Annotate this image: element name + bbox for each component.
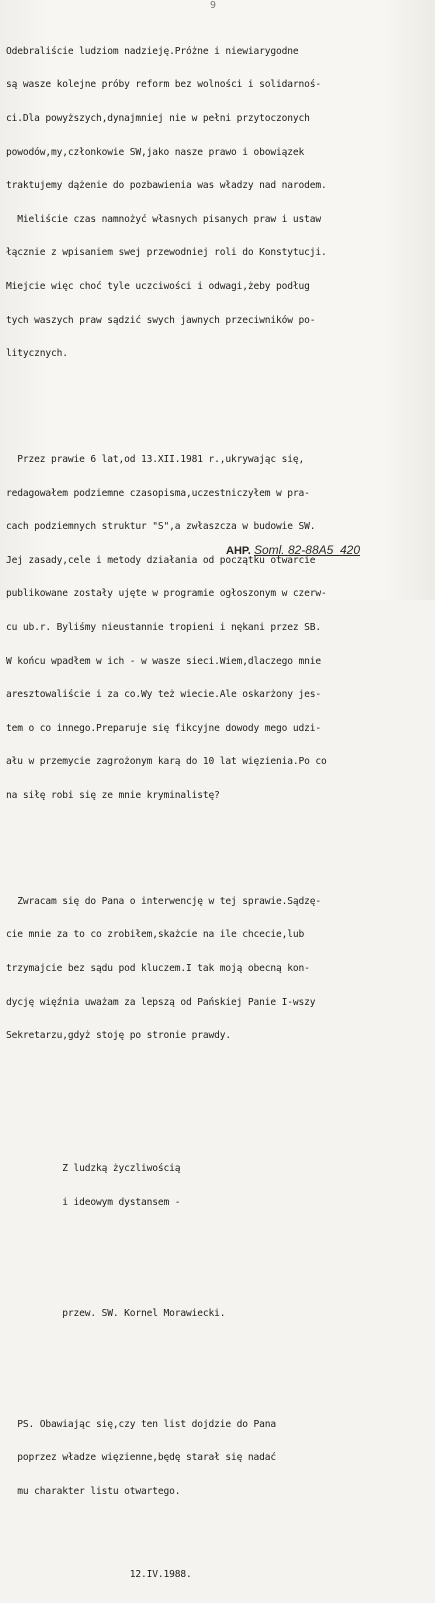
letter-body [6,1,431,1603]
archive-reference: Soml. 82-88A5_420 [253,543,361,557]
text-line: litycznych. [6,348,68,360]
text-line: Miejcie więc choć tyle uczciwości i odwagi,żeby podług [6,280,310,292]
text-line: Mieliście czas namnożyć własnych pisanych praw i ustaw [6,213,322,225]
postscript [6,1396,431,1519]
text-line: Z ludzką życzliwością [6,1163,181,1175]
text-line: aresztowaliście i za co.Wy też wiecie.Ale oskarżony jes- [6,689,322,701]
text-line: tych waszych praw sądzić swych jawnych przeciwników po- [6,314,316,326]
text-line: ci.Dla powyższych,dynajmniej nie w pełni przytoczonych [6,113,310,124]
text-line: poprzez władze więzienne,będę starał się nadać [6,1452,277,1464]
text-line: Zwracam się do Pana o interwencję w tej sprawie.Sądzę- [6,895,322,907]
archive-stamp [226,543,360,557]
text-line: ału w przemycie zagrożonym karą do 10 lat więzienia.Po co [6,756,327,768]
paragraph-3 [6,873,431,1063]
text-line: W końcu wpadłem w ich - w wasze sieci.Wiem,dlaczego mnie [6,655,322,667]
text-line: i ideowym dystansem - [6,1196,181,1208]
text-line: powodów,my,członkowie SW,jako nasze prawo i obowiązek [6,146,305,158]
text-line: Odebraliście ludziom nadzieję.Próżne i niewiarygodne [6,45,299,57]
signature-line: przew. SW. Kornel Morawiecki. [6,1307,226,1319]
text-line: łącznie z wpisaniem swej przewodniej roli do Konstytucji. [6,247,327,259]
paragraph-1 [6,23,431,381]
page-corner-mark: 9 [210,0,217,11]
text-line: cu ub.r. Byliśmy nieustannie tropieni i nękani przez SB. [6,621,322,633]
text-line: tem o co innego.Preparuje się fikcyjne dowody mego udzi- [6,722,322,734]
text-line: publikowane zostały ujęte w programie ogłoszonym w czerw- [6,588,327,600]
text-line: mu charakter listu otwartego. [6,1485,181,1497]
text-line: PS. Obawiając się,czy ten list dojdzie do Pana [6,1418,277,1430]
text-line: Jej zasady,cele i metody działania od początku otwarcie [6,554,316,566]
text-line: cie mnie za to co zrobiłem,skażcie na ile chcecie,lub [6,929,305,941]
closing [6,1141,431,1231]
text-line: cach podziemnych struktur "S",a zwłaszcza w budowie SW. [6,521,316,533]
text-line: trzymajcie bez sądu pod kluczem.I tak moją obecną kon- [6,962,310,974]
text-line: są wasze kolejne próby reform bez wolności i solidarnoś- [6,79,322,91]
text-line: traktujemy dążenie do pozbawienia was władzy nad narodem. [6,180,327,192]
text-line: redagowałem podziemne czasopisma,uczestniczyłem w pra- [6,487,310,499]
text-line: Sekretarzu,gdyż stoję po stronie prawdy. [6,1030,232,1042]
letter-date: 12.IV.1988. [6,1569,192,1581]
paragraph-2 [6,432,431,824]
text-line: na siłę robi się ze mnie kryminalistę? [6,789,220,801]
text-line: Przez prawie 6 lat,od 13.XII.1981 r.,ukrywając się, [6,453,305,465]
text-line: dycję więźnia uważam za lepszą od Pańskiej Panie I-wszy [6,996,316,1008]
archive-prefix: AHP. [226,545,251,557]
